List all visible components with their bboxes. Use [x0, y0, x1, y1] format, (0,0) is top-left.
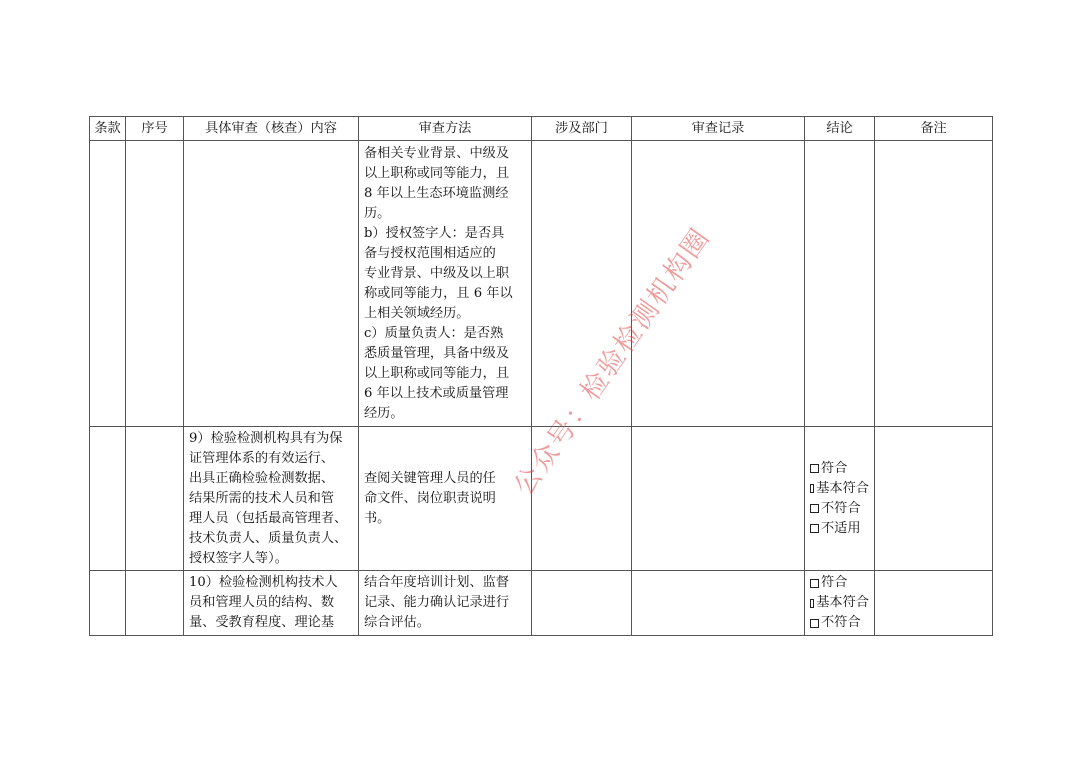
- conclusion-option[interactable]: 不符合: [810, 613, 869, 633]
- header-department: 涉及部门: [532, 117, 632, 141]
- cell-clause: [90, 571, 126, 636]
- conclusion-option[interactable]: 基本符合: [810, 593, 869, 613]
- conclusion-option[interactable]: 不符合: [810, 499, 869, 519]
- cell-conclusion: [805, 571, 875, 636]
- checkbox-icon[interactable]: [810, 599, 814, 608]
- audit-table: [89, 116, 993, 636]
- checkbox-icon[interactable]: [810, 524, 819, 533]
- header-number: 序号: [126, 117, 184, 141]
- cell-content: 9）检验检测机构具有为保 证管理体系的有效运行、 出具正确检验检测数据、 结果所需的技术人员和管 理人员（包括最高管理者、 技术负责人、质量负责人、 授权签字人等）。: [184, 427, 359, 571]
- conclusion-option[interactable]: 不适用: [810, 519, 869, 539]
- cell-conclusion: [805, 141, 875, 427]
- conclusion-option[interactable]: 符合: [810, 573, 869, 593]
- cell-conclusion: [805, 427, 875, 571]
- cell-record: [632, 141, 805, 427]
- watermark-text: 公众号：检验检测机构圈: [508, 222, 717, 502]
- checkbox-icon[interactable]: [810, 504, 819, 513]
- checkbox-icon[interactable]: [810, 579, 819, 588]
- conclusion-option[interactable]: 符合: [810, 459, 869, 479]
- cell-clause: [90, 427, 126, 571]
- checkbox-icon[interactable]: [810, 464, 819, 473]
- cell-note: [875, 571, 993, 636]
- cell-department: [532, 141, 632, 427]
- table-row: [90, 571, 993, 636]
- cell-number: [126, 571, 184, 636]
- cell-method: 查阅关键管理人员的任 命文件、岗位职责说明 书。: [359, 427, 532, 571]
- cell-note: [875, 427, 993, 571]
- header-record: 审查记录: [632, 117, 805, 141]
- cell-clause: [90, 141, 126, 427]
- cell-number: [126, 141, 184, 427]
- header-row: [90, 117, 993, 141]
- header-method: 审查方法: [359, 117, 532, 141]
- table-row: [90, 141, 993, 427]
- cell-content: [184, 141, 359, 427]
- cell-record: [632, 571, 805, 636]
- table-row: [90, 427, 993, 571]
- cell-note: [875, 141, 993, 427]
- header-content: 具体审查（核查）内容: [184, 117, 359, 141]
- cell-content: 10）检验检测机构技术人 员和管理人员的结构、数 量、受教育程度、理论基: [184, 571, 359, 636]
- cell-department: [532, 427, 632, 571]
- conclusion-option[interactable]: 基本符合: [810, 479, 869, 499]
- cell-method: 备相关专业背景、中级及 以上职称或同等能力，且 8 年以上生态环境监测经 历。 b）授权签字人：是否具 备与授权范围相适应的 专业背景、中级及以上职 称或同等能力，且 6 年以 上相关领域经历。 c）质量负责人：是否熟 悉质量管理，具备中级及 以上职称或同等能力，且 6 年以上技术或质量管理 经历。: [359, 141, 532, 427]
- header-conclusion: 结论: [805, 117, 875, 141]
- checkbox-icon[interactable]: [810, 619, 819, 628]
- cell-method: 结合年度培训计划、监督 记录、能力确认记录进行 综合评估。: [359, 571, 532, 636]
- header-clause: 条款: [90, 117, 126, 141]
- header-note: 备注: [875, 117, 993, 141]
- checkbox-icon[interactable]: [810, 484, 814, 493]
- cell-department: [532, 571, 632, 636]
- cell-record: [632, 427, 805, 571]
- cell-number: [126, 427, 184, 571]
